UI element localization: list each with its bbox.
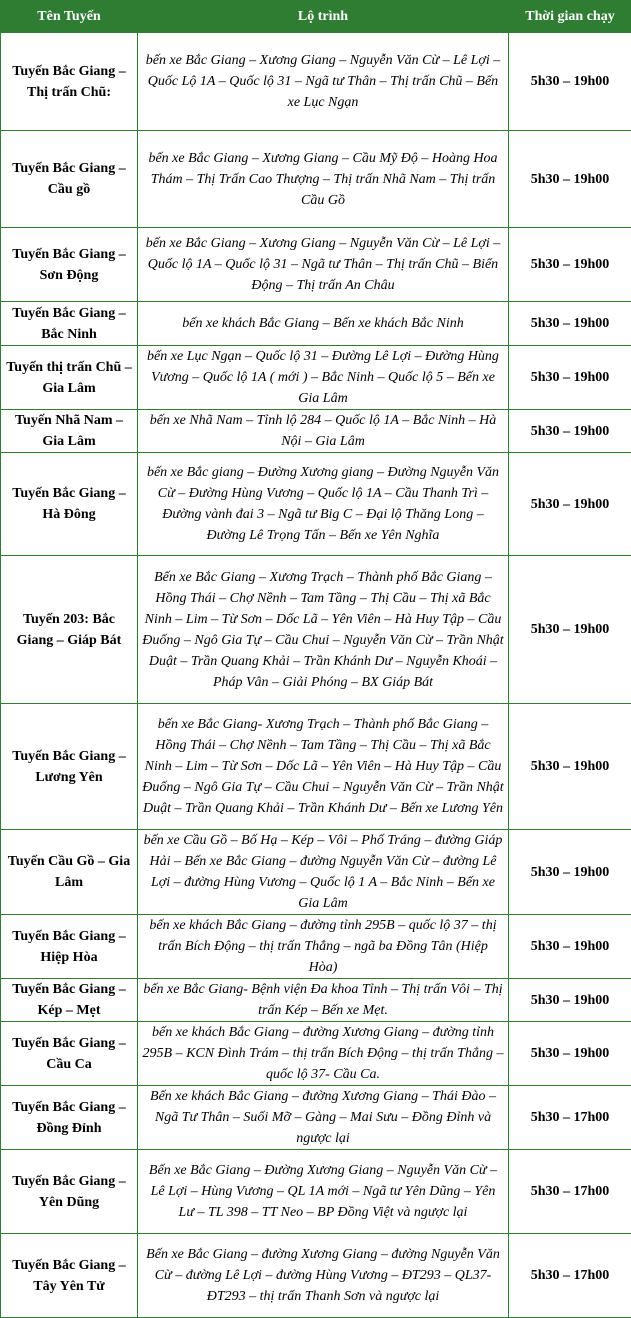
table-row [1, 410, 631, 453]
header-operating-time: Thời gian chạy [509, 1, 631, 33]
route-name-cell: Tuyến thị trấn Chũ – Gia Lâm [1, 346, 138, 410]
table-row [1, 302, 631, 346]
route-itinerary-cell: bến xe khách Bắc Giang – Bến xe khách Bắc Ninh [138, 302, 509, 346]
route-name-cell: Tuyến Bắc Giang – Hà Đông [1, 453, 138, 556]
header-row [1, 1, 631, 33]
route-time-cell: 5h30 – 19h00 [509, 453, 631, 556]
route-itinerary-cell: bến xe Bắc Giang – Xương Giang – Nguyễn Văn Cừ – Lê Lợi – Quốc lộ 1A – Quốc lộ 31 – Ngã tư Thân – Thị trấn Chũ – Biển Động – Thị trấn An Châu [138, 228, 509, 302]
route-itinerary-cell: bến xe Nhã Nam – Tỉnh lộ 284 – Quốc lộ 1A – Bắc Ninh – Hà Nội – Gia Lâm [138, 410, 509, 453]
route-time-cell: 5h30 – 19h00 [509, 346, 631, 410]
header-itinerary: Lộ trình [138, 1, 509, 33]
route-time-cell: 5h30 – 19h00 [509, 915, 631, 979]
route-itinerary-cell: bến xe Cầu Gồ – Bố Hạ – Kép – Vôi – Phố Tráng – đường Giáp Hải – Bến xe Bắc Giang – đường Nguyễn Văn Cừ – đường Lê Lợi – đường Hùng Vương – Quốc lộ 1 A – Bắc Ninh – Bến xe Gia Lâm [138, 830, 509, 915]
table-row [1, 915, 631, 979]
table-row [1, 979, 631, 1022]
route-time-cell: 5h30 – 19h00 [509, 410, 631, 453]
route-time-cell: 5h30 – 19h00 [509, 1022, 631, 1086]
table-row [1, 453, 631, 556]
route-name-cell: Tuyến Bắc Giang – Kép – Mẹt [1, 979, 138, 1022]
route-itinerary-cell: Bến xe Bắc Giang – đường Xương Giang – đường Nguyễn Văn Cừ – đường Lê Lợi – đường Hùng Vương – ĐT293 – QL37- ĐT293 – thị trấn Thanh Sơn và ngược lại [138, 1234, 509, 1318]
route-name-cell: Tuyến Bắc Giang – Thị trấn Chũ: [1, 33, 138, 131]
route-itinerary-cell: Bến xe Bắc Giang – Xương Trạch – Thành phố Bắc Giang – Hồng Thái – Chợ Nềnh – Tam Tầng – Thị Cầu – Thị xã Bắc Ninh – Lim – Từ Sơn – Dốc Lã – Yên Viên – Hà Huy Tập – Cầu Đuống – Ngô Gia Tự – Cầu Chui – Nguyễn Văn Cừ – Trần Nhật Duật – Trần Quang Khải – Trần Khánh Dư – Nguyễn Khoái – Pháp Vân – Giải Phóng – BX Giáp Bát [138, 556, 509, 704]
route-itinerary-cell: bến xe khách Bắc Giang – đường Xương Giang – đường tỉnh 295B – KCN Đình Trám – thị trấn Bích Động – thị trấn Thắng – quốc lộ 37- Cầu Ca. [138, 1022, 509, 1086]
table-row [1, 131, 631, 228]
table-row [1, 33, 631, 131]
route-itinerary-cell: bến xe Bắc Giang – Xương Giang – Cầu Mỹ Độ – Hoàng Hoa Thám – Thị Trấn Cao Thượng – Thị trấn Nhã Nam – Thị trấn Cầu Gồ [138, 131, 509, 228]
route-time-cell: 5h30 – 19h00 [509, 131, 631, 228]
route-itinerary-cell: Bến xe khách Bắc Giang – đường Xương Giang – Thái Đào – Ngã Tư Thân – Suối Mỡ – Gàng – Mai Sưu – Đồng Đỉnh và ngược lại [138, 1086, 509, 1150]
route-time-cell: 5h30 – 17h00 [509, 1086, 631, 1150]
table-row [1, 228, 631, 302]
table-row [1, 1234, 631, 1318]
route-name-cell: Tuyến Bắc Giang – Hiệp Hòa [1, 915, 138, 979]
route-time-cell: 5h30 – 19h00 [509, 33, 631, 131]
table-row [1, 556, 631, 704]
header-route-name: Tên Tuyến [1, 1, 138, 33]
route-time-cell: 5h30 – 17h00 [509, 1150, 631, 1234]
route-name-cell: Tuyến Bắc Giang – Cầu Ca [1, 1022, 138, 1086]
route-name-cell: Tuyến Bắc Giang – Tây Yên Tử [1, 1234, 138, 1318]
route-time-cell: 5h30 – 19h00 [509, 704, 631, 830]
route-itinerary-cell: bến xe Bắc Giang – Xương Giang – Nguyễn Văn Cừ – Lê Lợi – Quốc Lộ 1A – Quốc lộ 31 – Ngã tư Thân – Thị trấn Chũ – Bến xe Lục Ngạn [138, 33, 509, 131]
route-itinerary-cell: Bến xe Bắc Giang – Đường Xương Giang – Nguyễn Văn Cừ – Lê Lợi – Hùng Vương – QL 1A mới – Ngã tư Yên Dũng – Yên Lư – TL 398 – TT Neo – BP Đồng Việt và ngược lại [138, 1150, 509, 1234]
route-name-cell: Tuyến Bắc Giang – Cầu gồ [1, 131, 138, 228]
route-time-cell: 5h30 – 19h00 [509, 979, 631, 1022]
route-name-cell: Tuyến Nhã Nam – Gia Lâm [1, 410, 138, 453]
route-time-cell: 5h30 – 19h00 [509, 830, 631, 915]
route-itinerary-cell: bến xe Lục Ngạn – Quốc lộ 31 – Đường Lê Lợi – Đường Hùng Vương – Quốc lộ 1A ( mới ) – Bắc Ninh – Quốc lộ 5 – Bến xe Gia Lâm [138, 346, 509, 410]
route-name-cell: Tuyến 203: Bắc Giang – Giáp Bát [1, 556, 138, 704]
table-row [1, 1022, 631, 1086]
table-row [1, 830, 631, 915]
route-name-cell: Tuyến Bắc Giang – Lương Yên [1, 704, 138, 830]
route-time-cell: 5h30 – 19h00 [509, 302, 631, 346]
route-time-cell: 5h30 – 17h00 [509, 1234, 631, 1318]
route-name-cell: Tuyến Cầu Gồ – Gia Lâm [1, 830, 138, 915]
table-row [1, 1150, 631, 1234]
table-row [1, 1086, 631, 1150]
route-name-cell: Tuyến Bắc Giang – Đồng Đỉnh [1, 1086, 138, 1150]
route-itinerary-cell: bến xe Bắc Giang- Bệnh viện Đa khoa Tỉnh – Thị trấn Vôi – Thị trấn Kép – Bến xe Mẹt. [138, 979, 509, 1022]
route-name-cell: Tuyến Bắc Giang – Sơn Động [1, 228, 138, 302]
route-itinerary-cell: bến xe Bắc giang – Đường Xương giang – Đường Nguyễn Văn Cừ – Đường Hùng Vương – Quốc lộ 1A – Cầu Thanh Trì – Đường vành đai 3 – Ngã tư Big C – Đại lộ Thăng Long – Đường Lê Trọng Tấn – Bến xe Yên Nghĩa [138, 453, 509, 556]
route-name-cell: Tuyến Bắc Giang – Bắc Ninh [1, 302, 138, 346]
route-time-cell: 5h30 – 19h00 [509, 556, 631, 704]
route-itinerary-cell: bến xe Bắc Giang- Xương Trạch – Thành phố Bắc Giang – Hồng Thái – Chợ Nềnh – Tam Tầng – Thị Cầu – Thị xã Bắc Ninh – Lim – Từ Sơn – Dốc Lã – Yên Viên – Hà Huy Tập – Cầu Đuống – Ngô Gia Tự – Cầu Chui – Nguyễn Văn Cừ – Trần Nhật Duật – Trần Quang Khải – Trần Khánh Dư – Bến xe Lương Yên [138, 704, 509, 830]
route-itinerary-cell: bến xe khách Bắc Giang – đường tỉnh 295B – quốc lộ 37 – thị trấn Bích Động – thị trấn Thắng – ngã ba Đồng Tân (Hiệp Hòa) [138, 915, 509, 979]
route-name-cell: Tuyến Bắc Giang – Yên Dũng [1, 1150, 138, 1234]
route-time-cell: 5h30 – 19h00 [509, 228, 631, 302]
table-row [1, 346, 631, 410]
table-row [1, 704, 631, 830]
